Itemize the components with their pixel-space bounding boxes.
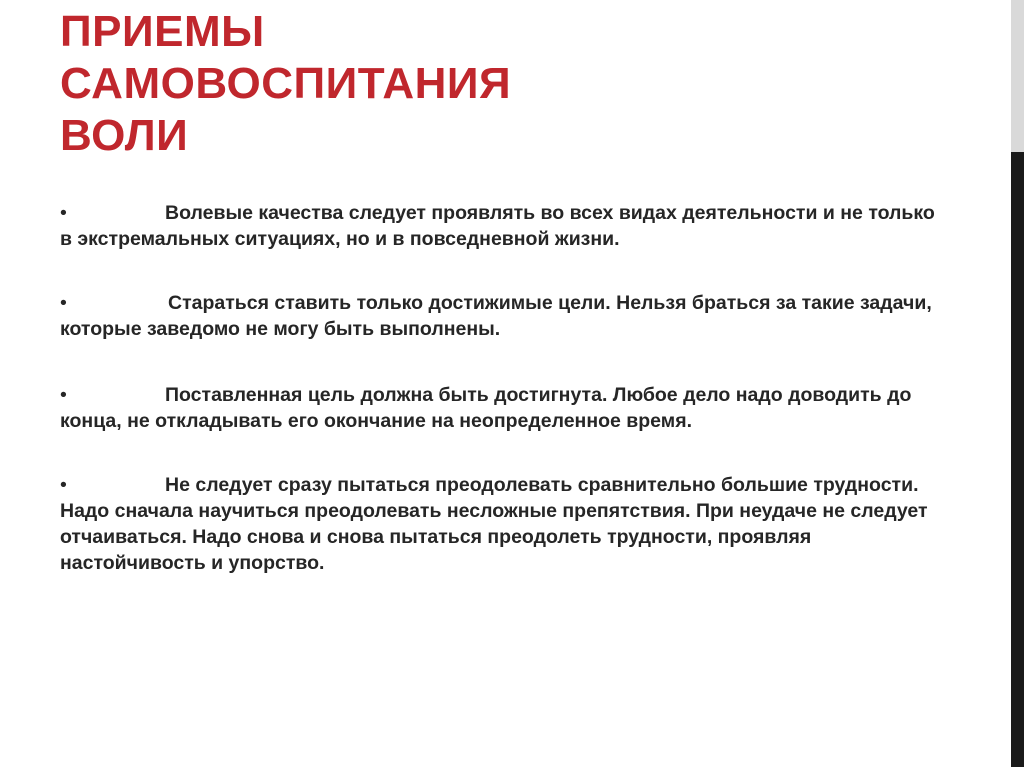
bullet-text: Поставленная цель должна быть достигнута. Любое дело надо доводить до конца, не откладывать его окончание на неопределенное время. — [60, 384, 912, 432]
accent-bar-top — [1011, 0, 1024, 152]
bullet-item — [60, 382, 940, 434]
title-line-1: ПРИЕМЫ — [60, 7, 265, 56]
bullet-list — [60, 200, 940, 614]
title-line-2: САМОВОСПИТАНИЯ — [60, 59, 512, 108]
bullet-marker: • — [60, 384, 67, 406]
bullet-marker: • — [60, 474, 67, 496]
bullet-item — [60, 472, 940, 576]
bullet-text: Не следует сразу пытаться преодолевать сравнительно большие трудности. Надо сначала научиться преодолевать несложные препятствия. При неудаче не следует отчаиваться. Надо снова и снова пытаться преодолеть трудности, проявляя настойчивость и упорство. — [60, 474, 928, 574]
slide-title — [60, 6, 700, 162]
bullet-marker: • — [60, 292, 67, 314]
title-line-3: ВОЛИ — [60, 111, 189, 160]
accent-bar-bottom — [1011, 152, 1024, 767]
bullet-item — [60, 290, 940, 342]
bullet-text: Стараться ставить только достижимые цели. Нельзя браться за такие задачи, которые заведомо не могу быть выполнены. — [60, 292, 932, 340]
bullet-marker: • — [60, 202, 67, 224]
bullet-text: Волевые качества следует проявлять во всех видах деятельности и не только в экстремальных ситуациях, но и в повседневной жизни. — [60, 202, 935, 250]
bullet-item — [60, 200, 940, 252]
